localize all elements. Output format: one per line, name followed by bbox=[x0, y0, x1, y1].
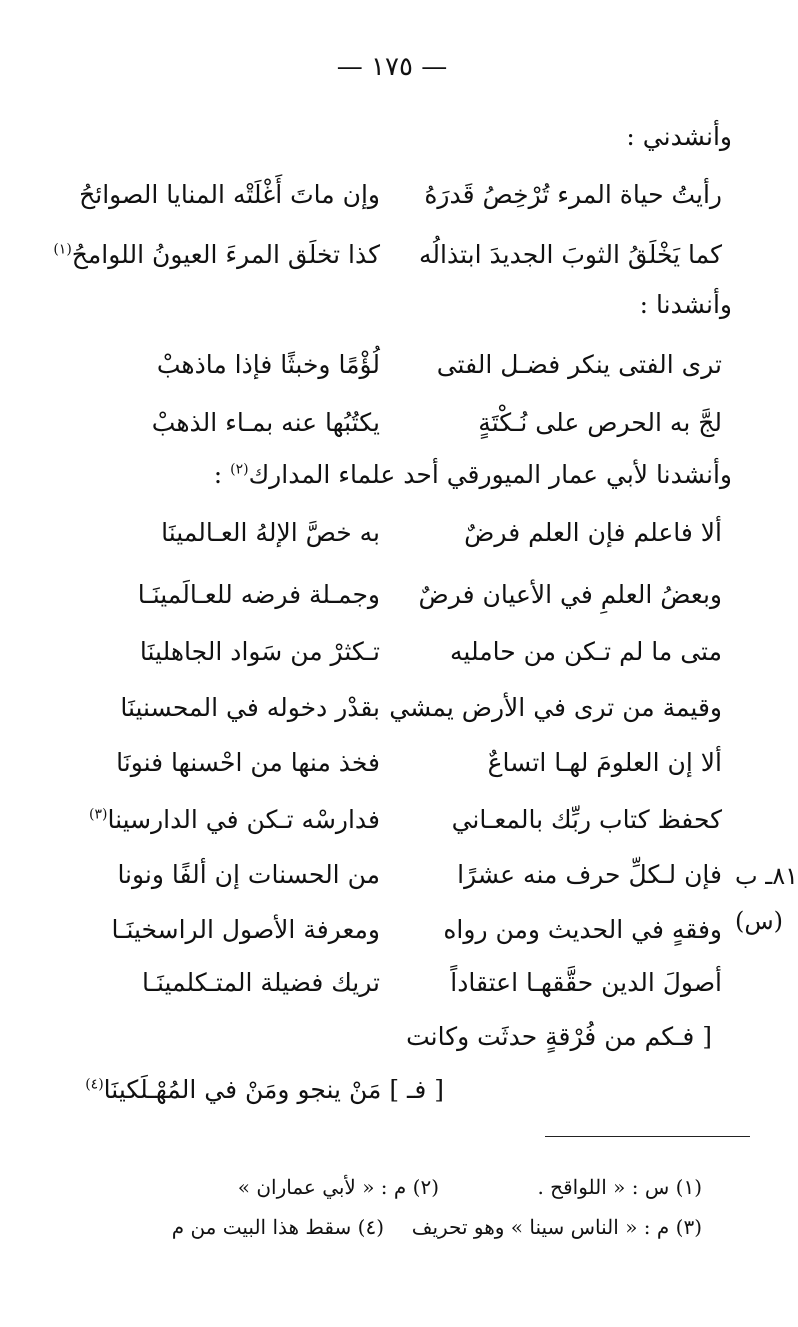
footnote-3: (٣) م : « الناس سينا » وهو تحريف bbox=[411, 1215, 702, 1239]
verse-line-bracketed: [ فـكم من فُرْقةٍ حدثَت وكانت bbox=[406, 1022, 712, 1051]
verse-hemistich-left: من الحسنات إن ألفًا ونونا bbox=[117, 860, 380, 889]
verse-hemistich-right: وبعضُ العلمِ في الأعيان فرضٌ bbox=[418, 580, 722, 609]
verse-hemistich-right: ترى الفتى ينكر فضـل الفتى bbox=[436, 350, 722, 379]
footnote-divider bbox=[545, 1136, 750, 1137]
verse-line-bracketed bbox=[85, 1075, 444, 1104]
verse-text: [ فـ ] مَنْ ينجو ومَنْ في المُهْـلَكينَا bbox=[103, 1075, 444, 1104]
footnote-marker: (١) bbox=[53, 241, 72, 258]
verse-hemistich-left: به خصَّ الإلهُ العـالمينَا bbox=[161, 518, 380, 547]
verse-hemistich-right: كحفظ كتاب ربِّك بالمعـاني bbox=[451, 805, 722, 834]
footnote-1: (١) س : « اللواقح . bbox=[537, 1175, 702, 1199]
margin-source-note: (س) bbox=[735, 907, 784, 935]
page-number: — ١٧٥ — bbox=[336, 52, 448, 82]
verse-hemistich-left: تـكثرْ من سَواد الجاهلينَا bbox=[139, 637, 380, 666]
verse-hemistich-left bbox=[53, 240, 380, 269]
verse-hemistich-right: وقيمة من ترى في الأرض يمشي bbox=[389, 693, 722, 722]
verse-text: كذا تخلَق المرءَ العيونُ اللوامحُ bbox=[71, 240, 380, 269]
verse-hemistich-left: ومعرفة الأصول الراسخينَـا bbox=[111, 915, 380, 944]
intro-line-1: وأنشدني : bbox=[626, 122, 732, 151]
verse-hemistich-right: رأيتُ حياة المرء تُرْخِصُ قَدرَهُ bbox=[424, 180, 722, 209]
footnote-marker: (٣) bbox=[88, 806, 108, 823]
verse-hemistich-left: وإن ماتَ أَغْلَتْه المنايا الصوائحُ bbox=[79, 180, 380, 209]
verse-text: فدارسْه تـكن في الدارسينا bbox=[107, 805, 380, 834]
verse-hemistich-left: وجمـلة فرضه للعـالَمينَـا bbox=[137, 580, 380, 609]
verse-hemistich-right: ألا إن العلومَ لهـا اتساعٌ bbox=[487, 748, 722, 777]
verse-hemistich-right: فإن لـكلِّ حرف منه عشرًا bbox=[457, 860, 722, 889]
margin-folio-note: ٨١ـ ب bbox=[735, 862, 798, 890]
verse-hemistich-left: تريك فضيلة المتـكلمينَـا bbox=[142, 968, 380, 997]
verse-hemistich-right: أصولَ الدين حقَّقهـا اعتقاداً bbox=[450, 968, 722, 997]
intro-tail: : bbox=[213, 460, 231, 489]
verse-hemistich-left: يكتُبُها عنه بمـاء الذهبْ bbox=[151, 408, 380, 437]
footnote-marker: (٤) bbox=[85, 1076, 104, 1093]
verse-hemistich-left: بقدْر دخوله في المحسنينَا bbox=[120, 693, 380, 722]
verse-hemistich-left bbox=[90, 805, 380, 834]
verse-hemistich-right: وفقهٍ في الحديث ومن رواه bbox=[443, 915, 722, 944]
verse-hemistich-right: كما يَخْلَقُ الثوبَ الجديدَ ابتذالُه bbox=[419, 240, 722, 269]
footnote-marker: (٢) bbox=[230, 461, 249, 478]
intro-text: وأنشدنا لأبي عمار الميورقي أحد علماء المدارك bbox=[248, 460, 732, 489]
verse-hemistich-right: متى ما لم تـكن من حامليه bbox=[450, 637, 722, 666]
verse-hemistich-left: لُؤْمًا وخبثًا فإذا ماذهبْ bbox=[156, 350, 380, 379]
verse-hemistich-right: ألا فاعلم فإن العلم فرضٌ bbox=[464, 518, 722, 547]
verse-hemistich-right: لجَّ به الحرص على نُـكْتَةٍ bbox=[478, 408, 722, 437]
footnote-4: (٤) سقط هذا البيت من م bbox=[171, 1215, 384, 1239]
intro-line-2: وأنشدنا : bbox=[639, 290, 732, 319]
intro-line-3 bbox=[214, 460, 732, 489]
verse-hemistich-left: فخذ منها من احْسنها فنونَا bbox=[116, 748, 380, 777]
footnote-2: (٢) م : « لأبي عماران » bbox=[237, 1175, 439, 1199]
